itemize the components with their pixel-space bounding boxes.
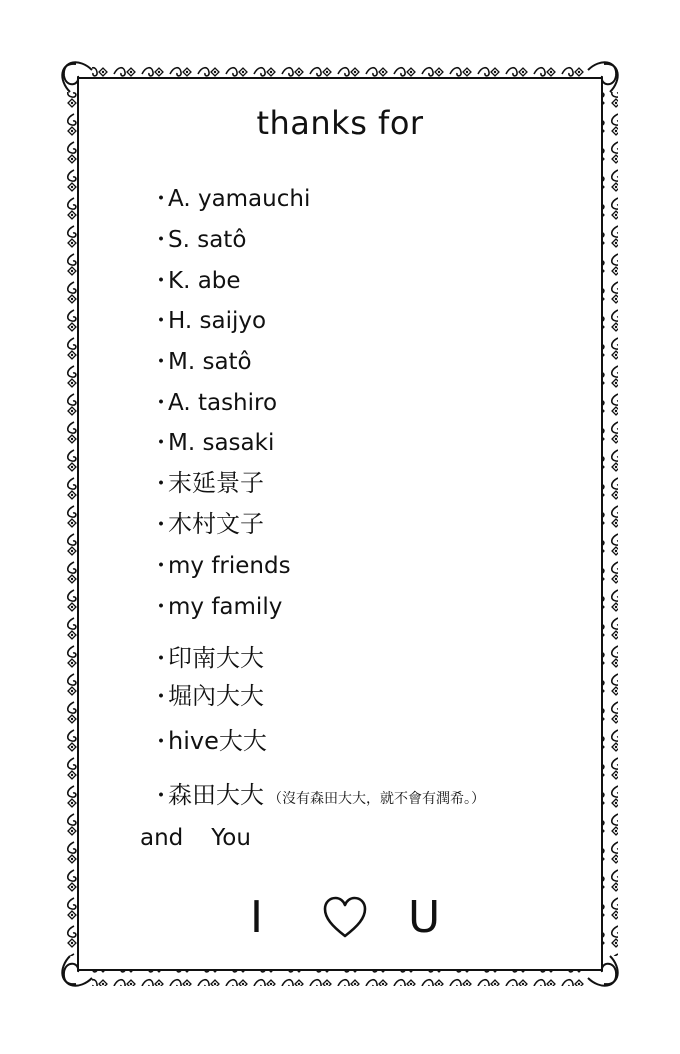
credit-item [150, 468, 264, 498]
credit-name: M. satô [168, 349, 252, 375]
bullet: ・ [150, 685, 173, 710]
credit-name: my friends [168, 553, 291, 579]
bullet: ・ [150, 431, 173, 456]
page-title: thanks for [256, 104, 424, 142]
bullet: ・ [150, 228, 173, 253]
credit-item [150, 592, 282, 622]
bullet: ・ [150, 554, 173, 579]
closing-you: You [211, 825, 251, 851]
credit-name: 堀內大大 [168, 682, 264, 710]
bullet: ・ [150, 647, 173, 672]
credit-name: 森田大大 [168, 781, 264, 809]
credit-item [150, 551, 291, 581]
love-letter-i: I [250, 892, 263, 943]
credit-name: M. sasaki [168, 430, 275, 456]
credit-item [150, 266, 241, 296]
closing-and: and [140, 825, 184, 851]
credit-name: 木村文子 [168, 510, 264, 538]
bullet: ・ [150, 513, 173, 538]
credit-name: S. satô [168, 227, 247, 253]
credit-name: 印南大大 [168, 644, 264, 672]
credit-name: 末延景子 [168, 469, 264, 497]
heart-outline-icon [322, 896, 368, 940]
bullet: ・ [150, 730, 173, 755]
credit-name: K. abe [168, 268, 241, 294]
bullet: ・ [150, 187, 173, 212]
credit-item [150, 509, 264, 539]
credit-item [150, 225, 246, 255]
bullet: ・ [150, 391, 173, 416]
credit-name: hive大大 [168, 727, 267, 755]
credit-name: A. tashiro [168, 390, 278, 416]
credit-item [150, 347, 252, 377]
closing-line [140, 823, 251, 853]
bullet: ・ [150, 784, 173, 809]
love-letter-u: U [408, 892, 441, 943]
credit-item [150, 388, 277, 418]
i-love-you-line [0, 888, 680, 948]
credit-name: A. yamauchi [168, 186, 311, 212]
credit-item [150, 184, 310, 214]
credit-name: H. saijyo [168, 308, 267, 334]
credit-name: my family [168, 594, 283, 620]
credit-item [150, 643, 264, 673]
credit-item [150, 306, 266, 336]
credit-item [150, 726, 267, 756]
bullet: ・ [150, 472, 173, 497]
credit-item [150, 681, 264, 711]
credit-note: （沒有森田大大，就不會有潤希。） [268, 791, 485, 807]
credit-item [150, 780, 485, 810]
bullet: ・ [150, 309, 173, 334]
credit-item [150, 428, 274, 458]
bullet: ・ [150, 269, 173, 294]
bullet: ・ [150, 350, 173, 375]
bullet: ・ [150, 595, 173, 620]
